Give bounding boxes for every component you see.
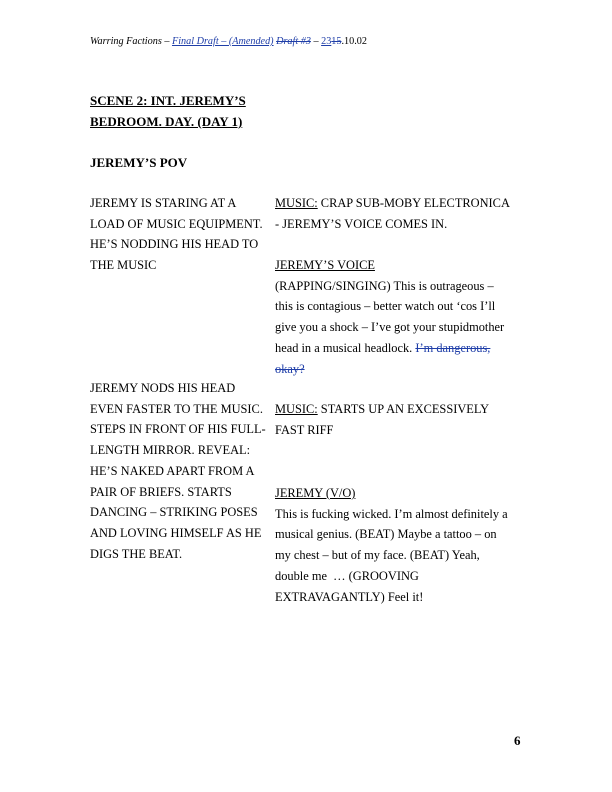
- deleted-text: I’m dangerous,: [415, 340, 491, 355]
- pov-heading: JEREMY’S POV: [90, 155, 188, 170]
- action-line: DIGS THE BEAT.: [90, 546, 183, 561]
- action-line: JEREMY NODS HIS HEAD: [90, 381, 236, 395]
- action-line: HE’S NAKED APART FROM A: [90, 463, 255, 478]
- dialogue-line: head in a musical headlock.: [275, 340, 416, 355]
- dialogue-line: give you a shock – I’ve got your stupidmother: [275, 320, 505, 335]
- page-number: 6: [514, 733, 521, 748]
- character-name: JEREMY (V/O): [275, 486, 356, 500]
- action-line: HE’S NODDING HIS HEAD TO: [90, 237, 259, 252]
- running-header: Warring Factions – Final Draft – (Amended) Draft #3 – 2315.10.02: [90, 36, 367, 47]
- scene-heading: [90, 90, 246, 132]
- action-line: PAIR OF BRIEFS. STARTS: [90, 484, 232, 499]
- action-line: JEREMY IS STARING AT A: [90, 196, 237, 210]
- dialogue-line: double me … (GROOVING: [275, 568, 419, 583]
- music-cue-text: - JEREMY’S VOICE COMES IN.: [275, 216, 448, 231]
- character-name: JEREMY’S VOICE: [275, 258, 375, 272]
- dialogue-line: my chest – but of my face. (BEAT) Yeah,: [275, 548, 480, 563]
- music-label: MUSIC:: [275, 402, 318, 416]
- action-block-1: [90, 193, 263, 276]
- header-draft-deletion: Draft #3: [276, 36, 311, 47]
- action-line: AND LOVING HIMSELF AS HE: [90, 525, 262, 540]
- deleted-text: okay?: [275, 361, 305, 376]
- action-line: LOAD OF MUSIC EQUIPMENT.: [90, 216, 263, 231]
- action-line: LENGTH MIRROR. REVEAL:: [90, 443, 251, 458]
- header-date-insertion: 23: [321, 36, 332, 47]
- header-final-draft-insertion: Final Draft – (Amended): [171, 36, 274, 47]
- music-cue-text: CRAP SUB-MOBY ELECTRONICA: [317, 196, 510, 210]
- header-date-rest: .10.02: [341, 36, 367, 47]
- header-date-deletion: 15: [331, 36, 342, 47]
- music-cue-text: STARTS UP AN EXCESSIVELY: [317, 402, 490, 416]
- dialogue-line: EXTRAVAGANTLY) Feel it!: [275, 589, 424, 604]
- dialogue-jeremy-vo: [275, 483, 508, 607]
- scene-heading-line: SCENE 2: INT. JEREMY’S: [90, 93, 246, 108]
- dialogue-line: this is contagious – better watch out ‘cos I’ll: [275, 299, 496, 314]
- action-line: THE MUSIC: [90, 258, 157, 273]
- scene-heading-line: BEDROOM. DAY. (DAY 1): [90, 114, 243, 129]
- action-block-2: [90, 378, 266, 564]
- music-cue-2: [275, 399, 489, 440]
- action-line: DANCING – STRIKING POSES: [90, 505, 258, 520]
- action-line: EVEN FASTER TO THE MUSIC.: [90, 401, 263, 416]
- music-label: MUSIC:: [275, 196, 318, 210]
- dialogue-line: musical genius. (BEAT) Maybe a tattoo – on: [275, 527, 497, 542]
- music-cue-1: [275, 193, 510, 234]
- dialogue-line: (RAPPING/SINGING) This is outrageous –: [275, 278, 494, 293]
- dialogue-line: This is fucking wicked. I’m almost definitely a: [275, 506, 508, 521]
- header-title: Warring Factions: [90, 36, 162, 47]
- dialogue-jeremys-voice: [275, 255, 504, 379]
- action-line: STEPS IN FRONT OF HIS FULL-: [90, 422, 266, 437]
- music-cue-text: FAST RIFF: [275, 422, 334, 437]
